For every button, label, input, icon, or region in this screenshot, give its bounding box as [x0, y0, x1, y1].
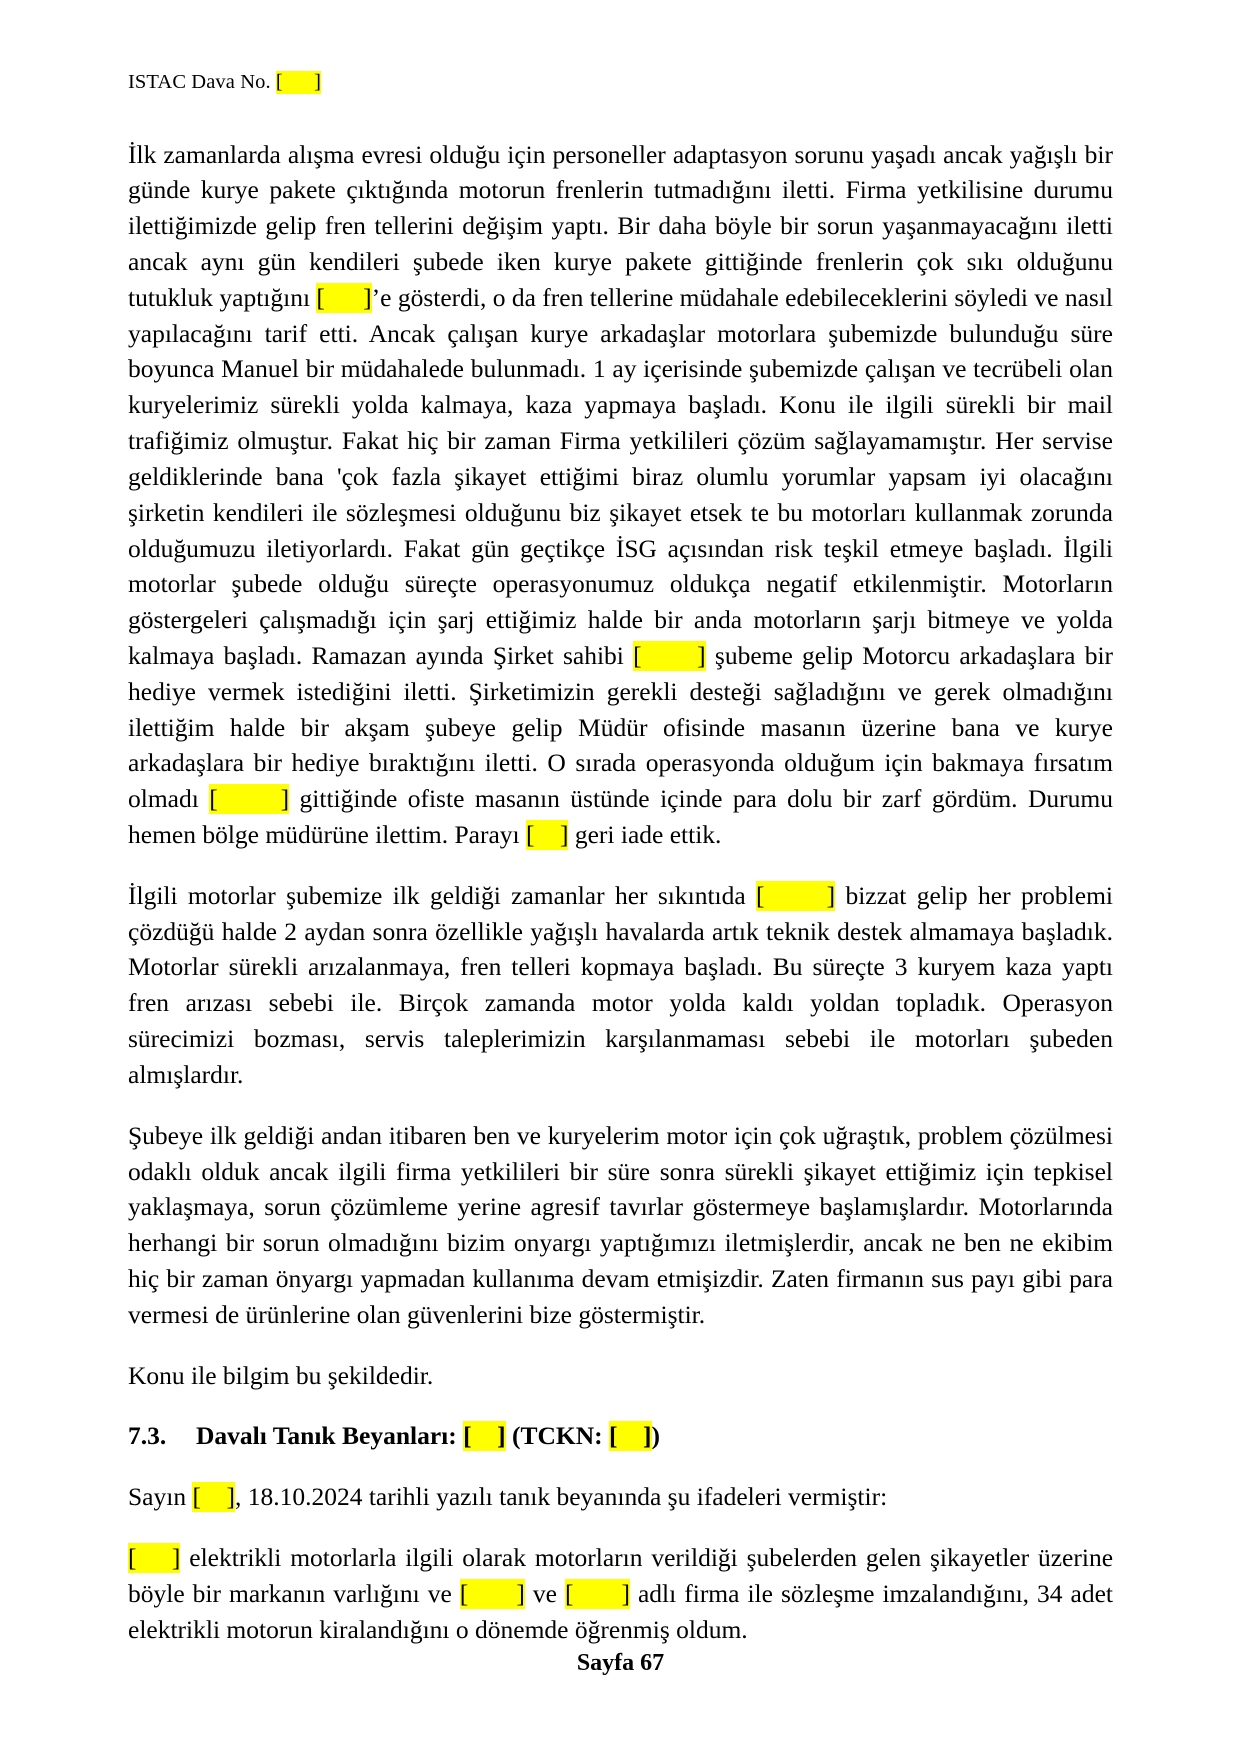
- case-number-redaction: [ ]: [275, 71, 322, 93]
- paragraph-2: İlgili motorlar şubemize ilk geldiği zamanlar her sıkıntıda [ ] bizzat gelip her problemi çözdüğü halde 2 aydan sonra özellikle yağışlı havalarda artık teknik destek almamaya başladık. Motorlar sürekli arızalanmaya, fren telleri kopmaya başladı. Bu süreçte 3 kuryem kaza yaptı fren arızası sebebi ile. Birçok zamanda motor yolda kaldı yoldan topladık. Operasyon sürecimizi bozması, servis taleplerimizin karşılanmaması sebebi ile motorları şubeden almışlardır.: [128, 880, 1114, 1089]
- paragraph-3: Şubeye ilk geldiği andan itibaren ben ve kuryelerim motor için çok uğraştık, problem çözülmesi odaklı olduk ancak ilgili firma yetkilileri bir süre sonra sürekli şikayet ettiğimiz için tepkisel yaklaşmaya, sorun çözümleme yerine agresif tavırlar göstermeye başlamışlardır. Motorlarında herhangi bir sorun olmadığını bizim onyargı yaptığımızı iletmişlerdir, ancak ne ben ne ekibim hiç bir zaman önyargı yapmadan kullanıma devam etmişizdir. Zaten firmanın sus payı gibi para vermesi de ürünlerine olan güvenlerini bize göstermiştir.: [128, 1120, 1113, 1329]
- page-footer: [0, 1650, 1241, 1677]
- redaction-mark: [ ]: [609, 1421, 652, 1451]
- paragraph-4: Konu ile bilgim bu şekildedir.: [128, 1360, 434, 1390]
- redaction-mark: [ ]: [633, 640, 706, 670]
- section-heading-7-3: [128, 1418, 1113, 1454]
- paragraph-5: Sayın [ ], 18.10.2024 tarihli yazılı tanık beyanında şu ifadeleri vermiştir:: [128, 1482, 888, 1512]
- section-number: 7.3.: [128, 1421, 167, 1451]
- redaction-mark: [ ]: [756, 880, 836, 910]
- section-heading-text: Davalı Tanık Beyanları: [ ] (TCKN: [ ]): [196, 1421, 660, 1451]
- document-header: [128, 70, 1113, 95]
- document-body: [128, 137, 1113, 1648]
- redaction-mark: [ ]: [316, 282, 372, 312]
- case-number-label: ISTAC Dava No.: [128, 71, 271, 93]
- redaction-mark: [ ]: [128, 1543, 181, 1573]
- redaction-mark: [ ]: [463, 1421, 506, 1451]
- paragraph-6: [ ] elektrikli motorlarla ilgili olarak motorların verildiği şubelerden gelen şikayetler üzerine böyle bir markanın varlığını ve [ ] ve [ ] adlı firma ile sözleşme imzalandığını, 34 adet elektrikli motorun kiralandığını o dönemde öğrenmiş oldum.: [128, 1543, 1114, 1644]
- redaction-mark: [ ]: [526, 820, 569, 850]
- paragraph-1: İlk zamanlarda alışma evresi olduğu için personeller adaptasyon sorunu yaşadı ancak yağışlı bir günde kurye pakete çıktığında motorun frenlerin tutmadığını iletti. Firma yetkilisine durumu ilettiğimizde gelip fren tellerini değişim yaptı. Bir daha böyle bir sorun yaşanmayacağını iletti ancak aynı gün kendileri şubede iken kurye pakete gittiğinde frenlerin çok sıkı olduğunu tutukluk yaptığını [ ]’e gösterdi, o da fren tellerine müdahale edebileceklerini söyledi ve nasıl yapılacağını tarif etti. Ancak çalışan kurye arkadaşlar motorlara şubemizde bulunduğu süre boyunca Manuel bir müdahalede bulunmadı. 1 ay içerisinde şubemizde çalışan ve tecrübeli olan kuryelerimiz sürekli yolda kalmaya, kaza yapmaya başladı. Konu ile ilgili sürekli bir mail trafiğimiz olmuştur. Fakat hiç bir zaman Firma yetkilileri çözüm sağlayamamıştır. Her servise geldiklerinde bana 'çok fazla şikayet ettiğimi biraz olumlu yorumlar yapsam iyi olacağını şirketin kendileri ile sözleşmesi olduğunu biz şikayet etsek te bu motorları kullanmak zorunda olduğumuzu iletiyorlardı. Fakat gün geçtikçe İSG açısından risk teşkil etmeye başladı. İlgili motorlar şubede olduğu süreçte operasyonumuz oldukça negatif etkilenmiştir. Motorların göstergeleri çalışmadığı için şarj ettiğimiz halde bir anda motorların şarjı bitmeye ve yolda kalmaya başladı. Ramazan ayında Şirket sahibi [ ] şubeme gelip Motorcu arkadaşlara bir hediye vermek istediğini iletti. Şirketimizin gerekli desteği sağladığını ve gerek olmadığını ilettiğim halde bir akşam şubeye gelip Müdür ofisinde masanın üzerine bana ve kurye arkadaşlara bir hediye bıraktığını iletti. O sırada operasyonda olduğum için bakmaya fırsatım olmadı [ ] gittiğinde ofiste masanın üstünde içinde para dolu bir zarf gördüm. Durumu hemen bölge müdürüne ilettim. Parayı [ ] geri iade ettik.: [128, 139, 1114, 850]
- redaction-mark: [ ]: [564, 1578, 630, 1608]
- page-number-label: Sayfa 67: [576, 1650, 665, 1676]
- redaction-mark: [ ]: [192, 1482, 235, 1512]
- redaction-mark: [ ]: [459, 1578, 525, 1608]
- redaction-mark: [ ]: [209, 784, 290, 814]
